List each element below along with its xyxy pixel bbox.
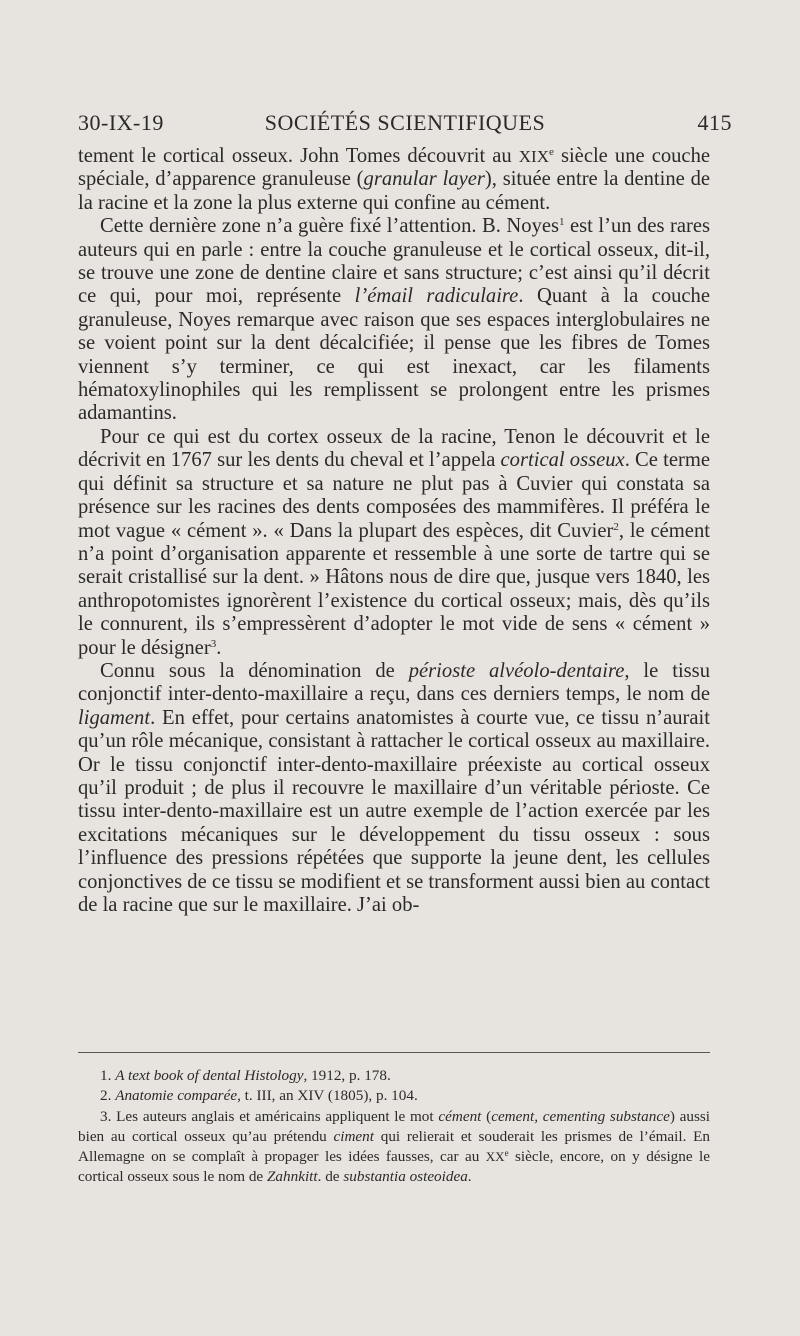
body-text <box>78 145 710 917</box>
footnotes <box>78 1066 710 1188</box>
footnote-ref-2: 2 <box>613 520 619 533</box>
footnote-ref-1: 1 <box>559 216 565 229</box>
footnote-ref-3: 3 <box>210 637 217 650</box>
footnote-divider <box>78 1052 710 1053</box>
term-email-radiculaire: l’émail radiculaire <box>354 285 519 308</box>
page-number: 415 <box>697 110 732 135</box>
header-section: SOCIÉTÉS SCIENTIFIQUES <box>264 110 546 135</box>
term-granular-layer: granular layer <box>363 168 485 191</box>
running-header <box>78 110 732 140</box>
footnote-2: 2. Anatomie comparée, t. III, an XIV (1805), p. 104. <box>100 1087 418 1105</box>
footnote-1: 1. A text book of dental Histology, 1912, p. 178. <box>100 1067 391 1084</box>
term-cortical-osseux: cortical osseux <box>500 449 625 472</box>
paragraph-3: Pour ce qui est du cortex osseux de la racine, Tenon le découvrit et le décrivit en 1767 sur les dents du cheval et l’appela cortical osseux. Ce terme qui définit sa structure et sa nature ne plut pas à Cuvier qui constata sa présence sur les racines des dents composées des mammifères. Il préféra le mot vague « cément ». « Dans la plupart des espèces, dit Cuvier$^2$, le cément n’a point d’organisation apparente et ressemble à une sorte de tartre qui se serait cristallisé sur la dent. » Hâtons nous de dire que, jusque vers 1840, les anthropotomistes ignorèrent l’existence du cortical osseux; mais, dès qu’ils le connurent, ils s’empressèrent d’adopter le mot vide de sens « cément » pour le désigner$^3$. <box>78 425 711 659</box>
footnote-3: 3. Les auteurs anglais et américains appliquent le mot cément (cement, cementing substance) aussi bien au cortical osseux qu’au prétendu ciment qui relierait et souderait les prismes de l’émail. En Allemagne on se complaît à propager les idées fausses, car au XXe siècle, encore, on y désigne le cortical osseux sous le nom de Zahnkitt. de substantia osteoidea. <box>78 1107 710 1186</box>
header-date: 30-IX-19 <box>78 110 164 135</box>
paragraph-4: Connu sous la dénomination de périoste alvéolo-dentaire, le tissu conjonctif inter-dento-maxillaire a reçu, dans ces derniers temps, le nom de ligament. En effet, pour certains anatomistes à courte vue, ce tissu n’aurait qu’un rôle mécanique, consistant à rattacher le cortical osseux au maxillaire. Or le tissu conjonctif inter-dento-maxillaire préexiste au cortical osseux qu’il produit ; de plus il recouvre le maxillaire d’un véritable périoste. Ce tissu inter-dento-maxillaire est un autre exemple de l’action exercée par les excitations mécaniques sur le développement du tissu osseux : sous l’influence des pressions répétées que supporte la jeune dent, les cellules conjonctives de ce tissu se modifient et se transforment aussi bien au contact de la racine que sur le maxillaire. J’ai ob- <box>78 659 710 916</box>
term-perioste: périoste alvéolo-dentaire <box>408 659 625 682</box>
paragraph-1: tement le cortical osseux. John Tomes découvrit au XIXe siècle une couche spéciale, d’apparence granuleuse (granular layer), située entre la dentine de la racine et la zone la plus externe qui confine au cément. <box>78 145 711 214</box>
term-ligament: ligament <box>78 706 151 729</box>
paragraph-2: Cette dernière zone n’a guère fixé l’attention. B. Noyes$^1$ est l’un des rares auteurs qui en parle : entre la couche granuleuse et le cortical osseux, dit-il, se trouve une zone de dentine claire et sans structure; c’est ainsi qu’il décrit ce qui, pour moi, représente l’émail radiculaire. Quant à la couche granuleuse, Noyes remarque avec raison que ses espaces interglobulaires ne se voient point sur la dent décalcifiée; il pense que les fibres de Tomes viennent s’y terminer, ce qui est inexact, car les filaments hématoxylinophiles qui les remplissent se prolongent entre les prismes adamantins. <box>78 215 710 425</box>
